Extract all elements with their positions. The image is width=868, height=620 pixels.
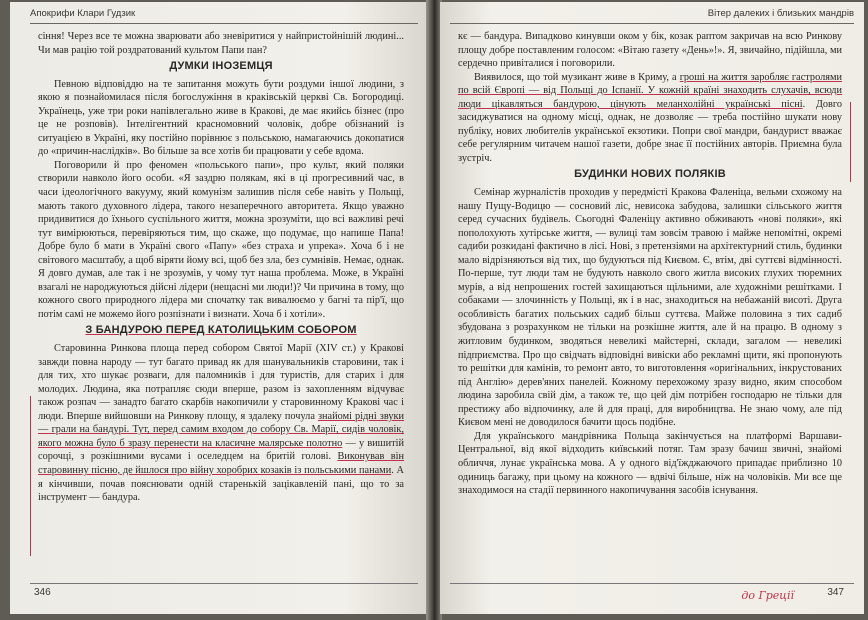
bandura-paragraph-2 (458, 71, 842, 166)
underlined-text-run: гроші на життя заробляє гастролями по всій Європі — від Польщі до Іспанії. У кожній країні знаходить слухачів, всюди люди цікавляться бандурою, цінують меланхолійні українські пісні (458, 71, 842, 110)
section3-paragraph-2: Для українського мандрівника Польща закінчується на платформі Варшави-Центральної, від якої відходить київський потяг. Там зразу бачиш звичні, знайомі обличчя, лунає українська мова. А у одного від'їжджаючого припадає приблизно 10 одиниць багажу, при цьому на кожного — вдвічі більше, ніж на чоловіків. Ми все ще знаходимося на стадії первинного накопичування засобів існування. (458, 430, 842, 497)
left-text-column (38, 30, 404, 505)
section1-paragraph-1: Певною відповіддю на те запитання можуть бути роздуми іншої людини, з якою я познайомилася після богослужіння в краківській церкві Св. Богородиці. Українець, уже три роки напівлегально живе в Кракові, де має якийсь бізнес (про це не розповів). Інтелігентний красномовний чоловік, добре обізнаний із ситуацією в Україні, яку постійно порівнює з польською, намагаючись докопатися до «причин-наслідків». Во більше за все хотів би працювати у себе вдома. (38, 78, 404, 158)
section3-paragraph-1: Семінар журналістів проходив у передмісті Кракова Фаленіца, вельми схожому на нашу Пущу-Водицю — сосновий ліс, невисока забудова, залишки сільського життя серед сучасних будівель. Сьогодні Фаленіцу активно обживають «нові поляки», які пополохують хутірське життя, — вулиці там зовсім травою і майже непомітні, окремі садиби розкидані фактично в лісі. Нові, з претензіями на архітектурний стиль, будинки мало відрізняються від тих, що будуються під Києвом. Є, втім, дві суттєві відмінності. По-перше, тут люди там не будують навколо свого житла високих глухих тюремних мурів, а від непрошених гостей захищаються щільними, але художніми решітками. І собаками — злочинність у Польщі, як і в нас, знаходиться на небажаній висоті. Друга особливість багатих польських садиб більш суттєва. Майже половина з тих садиб збудована з розрахунком не тільки на розкішне життя, але й на працю. В одному з житловим будинком, зводяться невеликі майстерні, склади, загалом — невеликі підприємства. Про що свідчать відповідні вивіски або рекламні щити, які пропонують то решітки для камінів, то ремонт авто, то виготовлення «оригінальних, інкрустованих під Англію» дерев'яних панелей. Кожному перехожому зразу видно, яким способом людина заробила свій дім, а також те, що цей дім потрібен господарю не тільки для престижу або відпочинку, але й для праці, для виробництва. Не знаю чому, але під Києвом мені не доводилося бачити щось подібне. (458, 187, 842, 429)
running-header-left: Апокрифи Клари Гудзик (30, 8, 418, 24)
text-run: Старовинна Ринкова площа перед собором Святої Марії (XIV ст.) у Кракові завжди повна народу — тут багато привад як для шанувальників старовини, так і для тих, хто шукає розваги, для паломників і для туристів, для старих і для молодих. Людина, яка потрапляє сюди вперше, разом із захопленням відчуває також розпач — занадто багато скарбів накопичили у старовинному Кракові час і люди. Вперше вийшовши на Ринкову площу, я здалеку почула (38, 343, 404, 422)
text-run: . А я кінчивши, почав пояснювати одній старенькій зацікавленій пані, що то за інструмент — бандура. (38, 464, 404, 504)
section2-paragraph-1 (38, 342, 404, 505)
running-header-right: Вітер далеких і близьких мандрів (450, 8, 854, 24)
margin-mark-bracket (850, 102, 851, 182)
section-title-bandura: З БАНДУРОЮ ПЕРЕД КАТОЛИЦЬКИМ СОБОРОМ (85, 324, 357, 337)
handwritten-note: до Греції (741, 589, 794, 602)
section1-paragraph-2: Поговорили й про феномен «польського папи», про культ, який поляки створили навколо його особи. «Я заздрю полякам, які в ці прогресивний час, в часи ідеологічного вакууму, який комунізм залишив після себе навіть у Польщі, мають такого духовного лідера, такого незаперечного авторитета. Якщо уважно придивитися до їхнього суспільного життя, можна зрозуміти, що всі важливі речі тут вимірюються, перевіряються тим, що скаже, що подумає, що напише Папа! Добре було б мати в Україні свого «Папу» «без страха и упрека». Хоча б і не світового масштабу, а щоб віряти йому всі, щоб без зла, без сумнівів. Немає, однак. Я довго думав, але так і не зрозумів, у чому тут наша проблема. Може, в Україні взагалі не народжуються дійсні лідери (нещасні ми люди!)? Чи причина в тому, що кожного свого природного лідера ми спочатку так вивалюємо у багні та пір'ї, що потім самі не можемо його розпізнати і визнати. Хоча б і хотіли». (38, 159, 404, 320)
underlined-text-run: знайомі рідні звуки — грали на бандурі. Тут, перед самим входом до собору Св. Марії, сидів чоловік, якого можна було б зразу перенести на класичне малярське полотно (38, 410, 404, 449)
page-number-left: 346 (34, 587, 51, 598)
section-title-dumky: ДУМКИ ІНОЗЕМЦЯ (169, 60, 273, 73)
left-intro-paragraph: сіння! Через все те можна зварювати або зневіритися у найпристойнішій людині... Чи мав рацію той роздратований культом Папи пан? (38, 31, 404, 56)
right-intro-paragraph: кє — бандура. Випадково кинувши оком у бік, козак раптом закричав на всю Ринкову площу добре поставленим голосом: «Вітаю газету «День»!». Я, звичайно, підійшла, ми сердечно привіталися і поговорили. (458, 31, 842, 70)
footer-rule-right (450, 583, 854, 584)
footer-rule-left (30, 583, 418, 584)
text-run: . Довго засиджуватися на одному місці, однак, не дозволяє — треба постійно шукати нову публіку, нових любителів української екзотики. Попри свої мандри, бандурист вважає себе регулярним читачем нашої газети, добре знає її постійних авторів. Приємна була зустріч. (458, 98, 842, 164)
left-page (10, 2, 428, 614)
text-run: — у вишитій сорочці, з розкішними вусами і оселедцем на бритій голові. (38, 437, 404, 463)
underlined-text-run: Виконував він старовинну пісню, де йшлося про війну хоробрих козаків із польськими панами (38, 451, 404, 476)
section-title-budynky: БУДИНКИ НОВИХ ПОЛЯКІВ (574, 168, 726, 181)
text-run: Виявилося, що той музикант живе в Криму, а (474, 71, 680, 83)
right-page (440, 2, 864, 614)
margin-mark-bracket (30, 396, 31, 556)
page-number-right: 347 (827, 587, 844, 598)
right-text-column (458, 30, 842, 498)
